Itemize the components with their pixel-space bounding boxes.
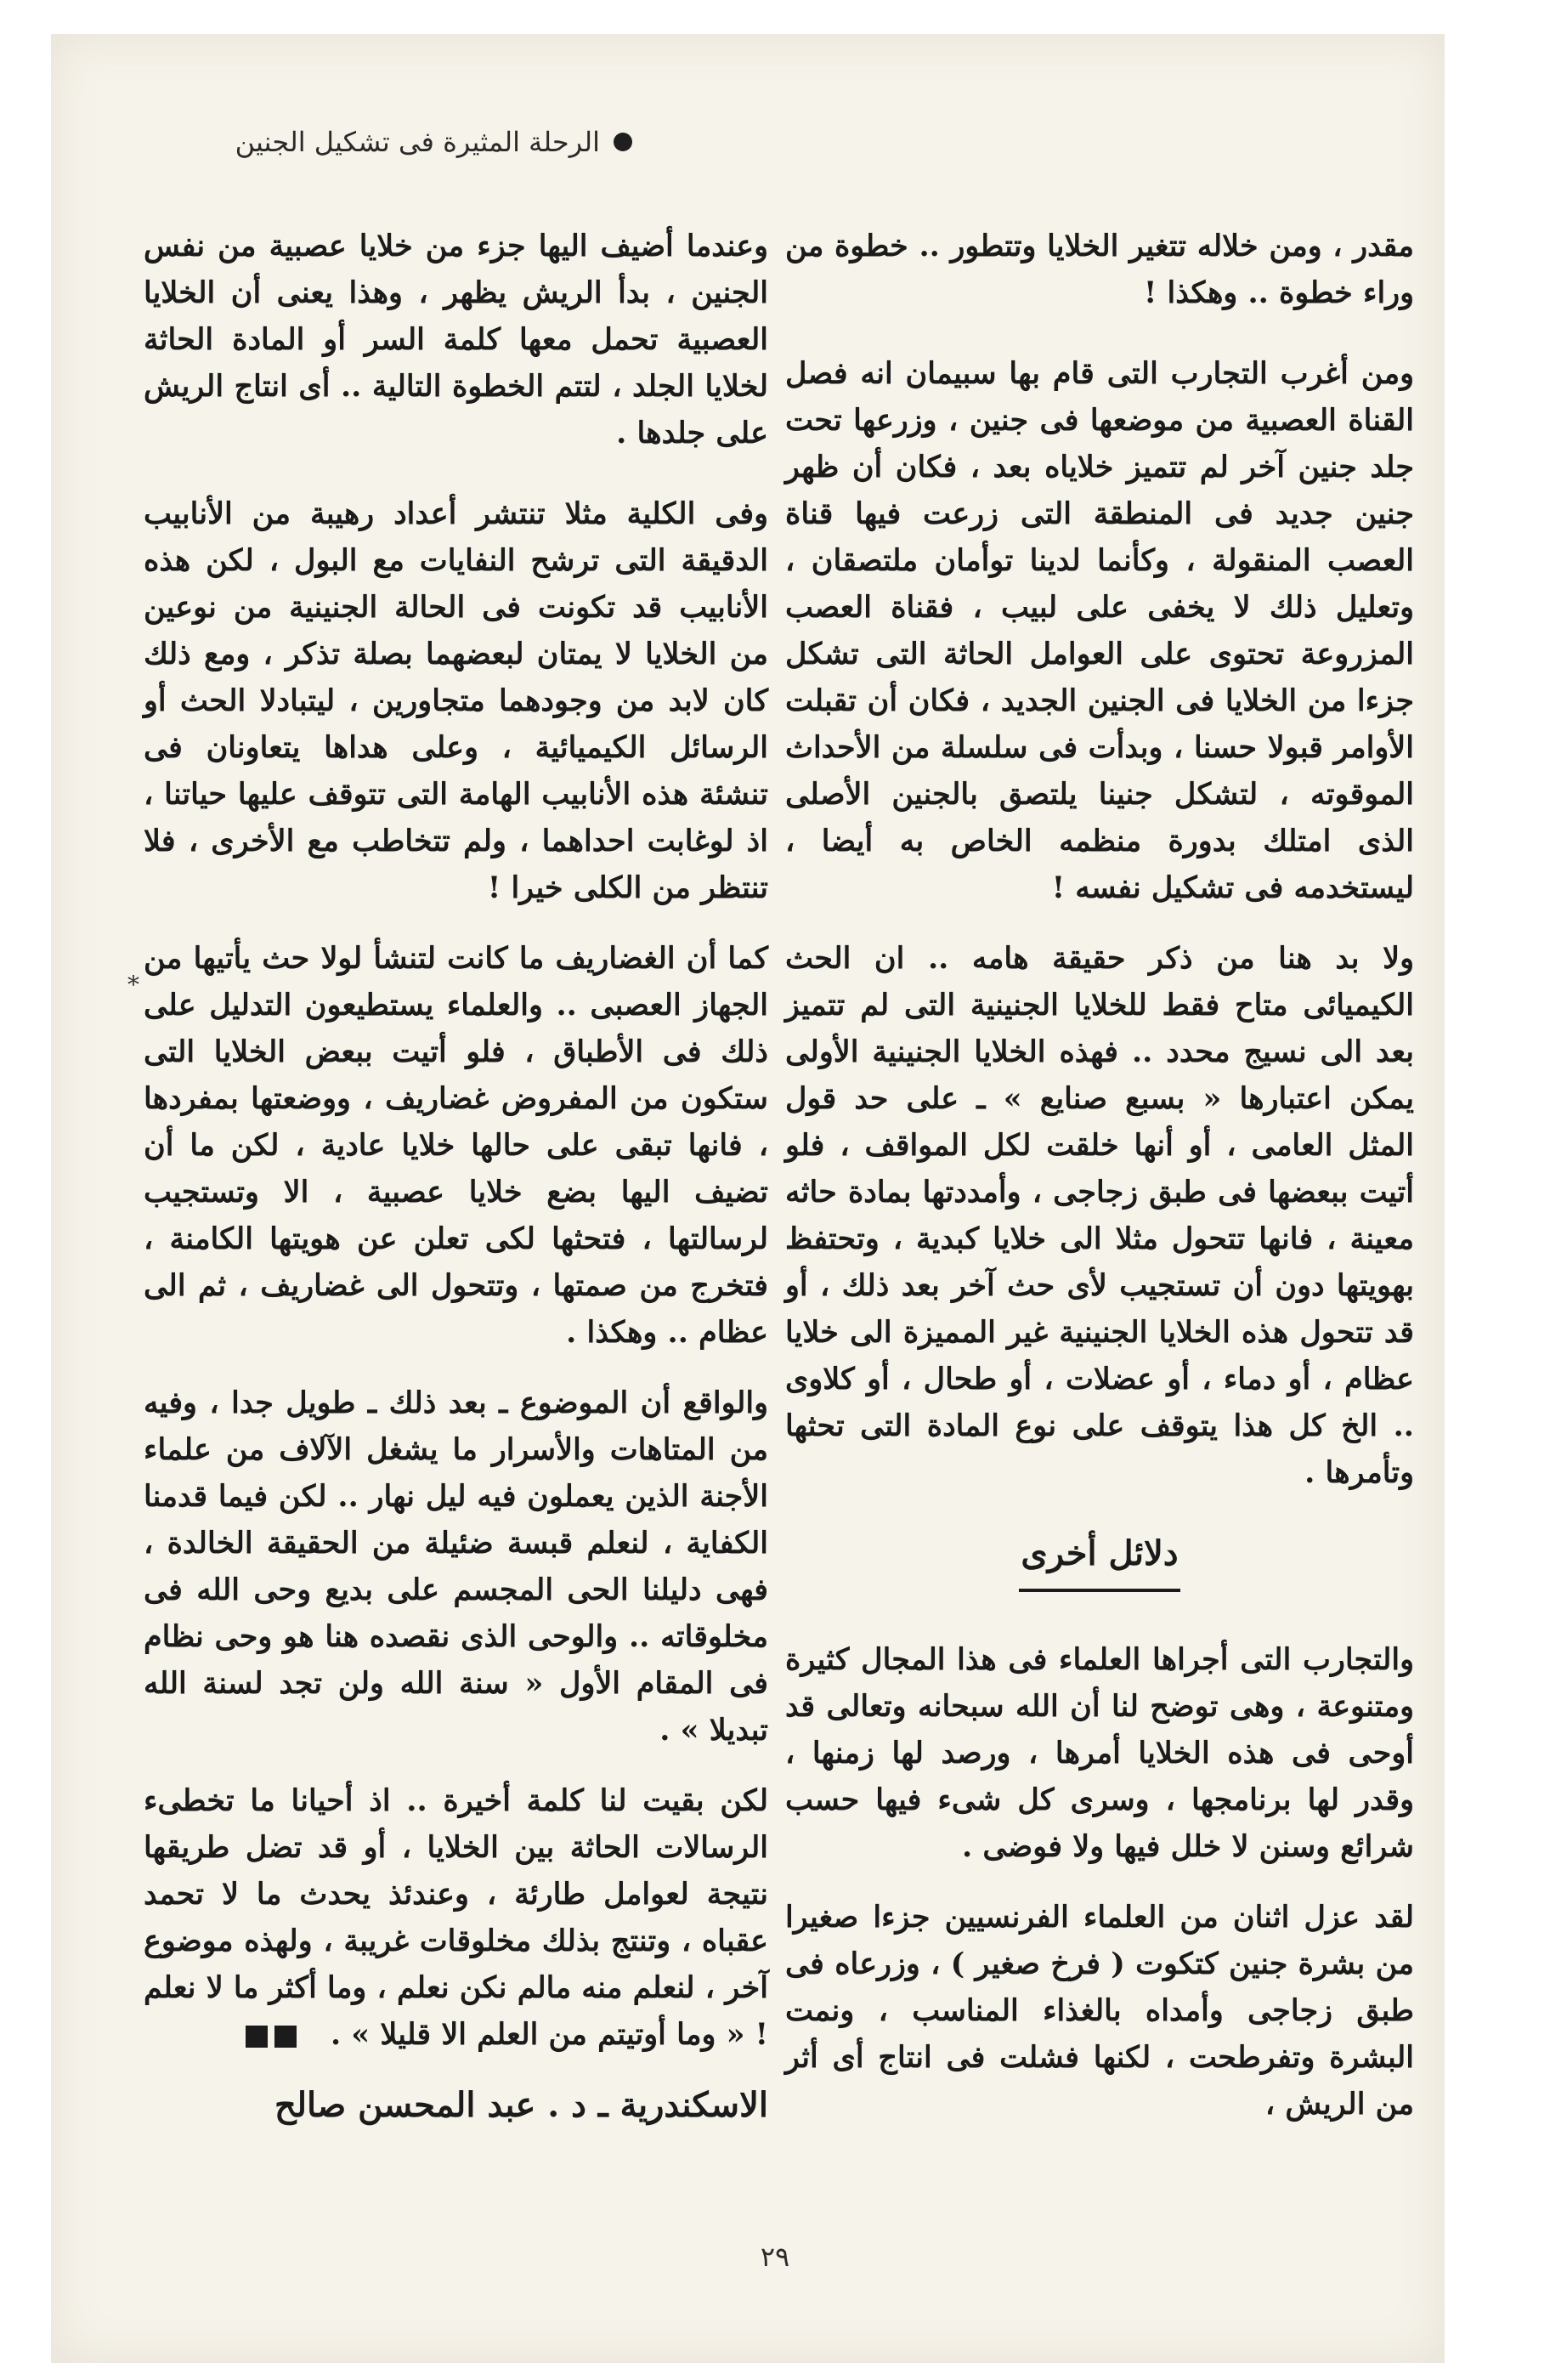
- running-title: الرحلة المثيرة فى تشكيل الجنين: [235, 126, 600, 158]
- page-number: ٢٩: [760, 2241, 790, 2273]
- author-signature: الاسكندرية ـ د . عبد المحسن صالح: [274, 2085, 768, 2125]
- final-paragraph-text: لكن بقيت لنا كلمة أخيرة .. اذ أحيانا ما تخطىء الرسالات الحاثة بين الخلايا ، أو قد تضل طريقها نتيجة لعوامل طارئة ، وعندئذ يحدث ما لا تحمد عقباه ، وتنتج بذلك مخلوقات غريبة ، ولهذه موضوع آخر ، لنعلم منه مالم نكن نعلم ، وما أكثر ما لا نعلم ! « وما أوتيتم من العلم الا قليلا » .: [144, 1783, 768, 2052]
- paragraph: وعندما أضيف اليها جزء من خلايا عصبية من نفس الجنين ، بدأ الريش يظهر ، وهذا يعنى أن الخلايا العصبية تحمل معها كلمة السر أو المادة الحاثة لخلايا الجلد ، لتتم الخطوة التالية .. أى انتاج الريش على جلدها .: [144, 229, 768, 450]
- header-bullet-icon: [614, 133, 632, 151]
- paragraph: لقد عزل اثنان من العلماء الفرنسيين جزءا صغيرا من بشرة جنين كتكوت ( فرخ صغير ) ، وزرعاه فى طبق زجاجى وأمداه بالغذاء المناسب ، ونمت البشرة وتفرطحت ، لكنها فشلت فى انتاج أى أثر من الريش ،: [785, 1900, 1414, 2122]
- margin-asterisk-icon: *: [127, 971, 139, 999]
- paragraph: والواقع أن الموضوع ـ بعد ذلك ـ طويل جدا ، وفيه من المتاهات والأسرار ما يشغل الآلاف من علماء الأجنة الذين يعملون فيه ليل نهار .. لكن فيما قدمنا الكفاية ، لنعلم قبسة ضئيلة من الحقيقة الخالدة ، فهى دليلنا الحى المجسم على بديع وحى الله فى مخلوقاته .. والوحى الذى نقصده هنا هو وحى نظام فى المقام الأول « سنة الله ولن تجد لسنة الله تبديلا » .: [144, 1386, 768, 1748]
- subheading-rule: [1019, 1589, 1180, 1592]
- paragraph: ومن أغرب التجارب التى قام بها سبيمان انه فصل القناة العصبية من موضعها فى جنين ، وزرعها تحت جلد جنين آخر لم تتميز خلاياه بعد ، فكان أن ظهر جنين جديد فى المنطقة التى زرعت فيها قناة العصب المنقولة ، وكأنما لدينا توأمان ملتصقان ، وتعليل ذلك لا يخفى على لبيب ، فقناة العصب المزروعة تحتوى على العوامل الحاثة التى تشكل جزءا من الخلايا فى الجنين الجديد ، فكان أن تقبلت الأوامر قبولا حسنا ، وبدأت فى سلسلة من الأحداث الموقوته ، لتشكل جنينا يلتصق بالجنين الأصلى الذى امتلك بدورة منظمه الخاص به أيضا ، ليستخدمه فى تشكيل نفسه !: [785, 356, 1414, 905]
- paragraph: ولا بد هنا من ذكر حقيقة هامه .. ان الحث الكيميائى متاح فقط للخلايا الجنينية التى لم تتميز بعد الى نسيج محدد .. فهذه الخلايا الجنينية الأولى يمكن اعتبارها « بسبع صنايع » ـ على حد قول المثل العامى ، أو أنها خلقت لكل المواقف ، فلو أتيت ببعضها فى طبق زجاجى ، وأمددتها بمادة حاثه معينة ، فانها تتحول مثلا الى خلايا كبدية ، وتحتفظ بهويتها دون أن تستجيب لأى حث آخر بعد ذلك ، أو قد تتحول هذه الخلايا الجنينية غير المميزة الى خلايا عظام ، أو دماء ، أو عضلات ، أو طحال ، أو كلاوى .. الخ كل هذا يتوقف على نوع المادة التى تحثها وتأمرها .: [785, 941, 1414, 1490]
- left-column: [144, 223, 768, 2129]
- end-of-article-marks-icon: [246, 2026, 297, 2048]
- right-column: [785, 223, 1414, 2151]
- running-header: [105, 126, 632, 158]
- paragraph: كما أن الغضاريف ما كانت لتنشأ لولا حث يأتيها من الجهاز العصبى .. والعلماء يستطيعون التدليل على ذلك فى الأطباق ، فلو أتيت ببعض الخلايا التى ستكون من المفروض غضاريف ، ووضعتها بمفردها ، فانها تبقى على حالها خلايا عادية ، لكن ما أن تضيف اليها بضع خلايا عصبية ، الا وتستجيب لرسالتها ، فتحثها لكى تعلن عن هويتها الكامنة ، فتخرج من صمتها ، وتتحول الى غضاريف ، ثم الى عظام .. وهكذا .: [144, 941, 768, 1350]
- paragraph-final: [144, 1777, 768, 2058]
- paragraph: وفى الكلية مثلا تنتشر أعداد رهيبة من الأنابيب الدقيقة التى ترشح النفايات مع البول ، لكن هذه الأنابيب قد تكونت فى الحالة الجنينية من نوعين من الخلايا لا يمتان لبعضهما بصلة تذكر ، ومع ذلك كان لابد من وجودهما متجاورين ، ليتبادلا الحث أو الرسائل الكيميائية ، وعلى هداها يتعاونان فى تنشئة هذه الأنابيب الهامة التى تتوقف عليها حياتنا ، اذ لوغابت احداهما ، ولم تتخاطب مع الأخرى ، فلا تنتظر من الكلى خيرا !: [144, 496, 768, 905]
- section-subheading: دلائل أخرى: [1021, 1533, 1179, 1573]
- paragraph: مقدر ، ومن خلاله تتغير الخلايا وتتطور .. خطوة من وراء خطوة .. وهكذا !: [785, 229, 1414, 310]
- paragraph: والتجارب التى أجراها العلماء فى هذا المجال كثيرة ومتنوعة ، وهى توضح لنا أن الله سبحانه وتعالى قد أوحى فى هذه الخلايا أمرها ، ورصد لها زمنها ، وقدر لها برنامجها ، وسرى كل شىء فيها حسب شرائع وسنن لا خلل فيها ولا فوضى .: [785, 1642, 1414, 1864]
